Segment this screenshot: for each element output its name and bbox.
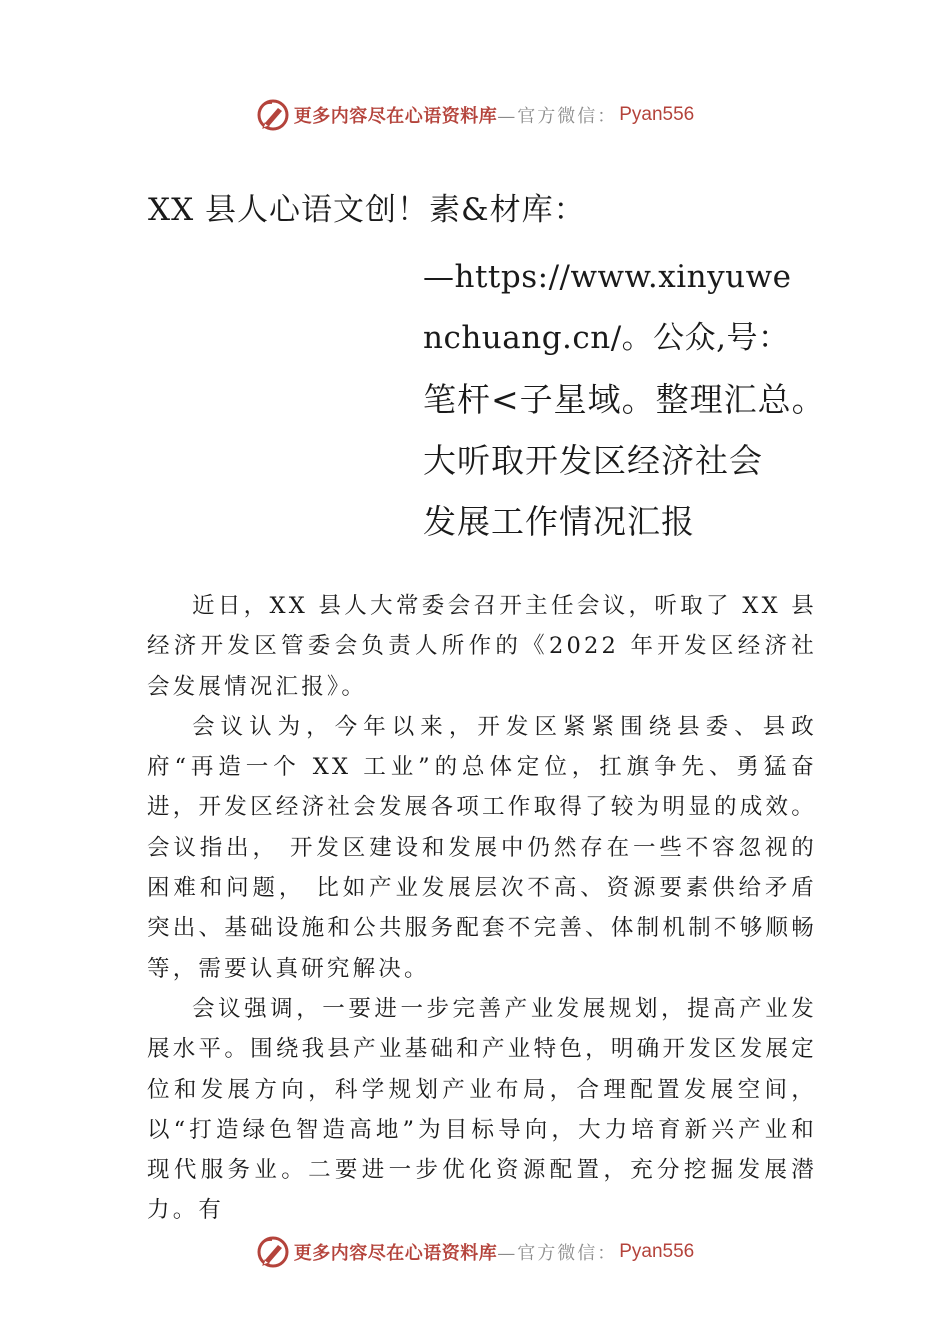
footer-banner (0, 1232, 950, 1272)
footer-banner-wechat-label: —官方微信： (497, 1243, 618, 1264)
body-paragraph-3: 会议强调，一要进一步完善产业发展规划，提高产业发展水平。围绕我县产业基础和产业特色，明确开发区发展定位和发展方向，科学规划产业布局，合理配置发展空间，以“打造绿色智造高地”为目标导向，大力培育新兴产业和现代服务业。二要进一步优化资源配置，充分挖掘发展潜力。有 (147, 995, 817, 1224)
footer-banner-wechat-id: Pyan556 (619, 1241, 695, 1262)
title-block (423, 247, 833, 552)
body-paragraph-1: 近日，XX 县人大常委会召开主任会议，听取了 XX 县经济开发区管委会负责人所作的《2022 年开发区经济社会发展情况汇报》。 (147, 593, 817, 700)
title-line-2: —https://www.xinyuwe (423, 259, 792, 295)
pen-logo-icon (256, 1235, 290, 1269)
header-banner-wechat-label: —官方微信： (497, 106, 618, 127)
header-banner-wechat-id: Pyan556 (619, 104, 695, 125)
title-line-4: 笔杆<子星域。整理汇总。 (423, 380, 826, 419)
pen-logo-icon (256, 98, 290, 132)
title-line-1: XX 县人心语文创！素&材库： (148, 192, 586, 228)
header-banner (0, 95, 950, 135)
title-line-5: 大听取开发区经济社会 (423, 441, 763, 480)
footer-banner-text: 更多内容尽在心语资料库 (293, 1243, 498, 1264)
header-banner-text: 更多内容尽在心语资料库 (293, 106, 498, 127)
body-paragraph-2: 会议认为，今年以来，开发区紧紧围绕县委、县政府“再造一个 XX 工业”的总体定位，扛旗争先、勇猛奋进，开发区经济社会发展各项工作取得了较为明显的成效。会议指出， 开发区建设和发展中仍然存在一些不容忽视的困难和问题， 比如产业发展层次不高、资源要素供给矛盾突出、基础设施和公共服务配套不完善、体制机制不够顺畅等，需要认真研究解决。 (147, 713, 817, 982)
body-text (147, 586, 817, 1231)
title-line-6: 发展工作情况汇报 (423, 502, 695, 541)
title-line-3: nchuang.cn/。公众,号： (423, 320, 790, 356)
